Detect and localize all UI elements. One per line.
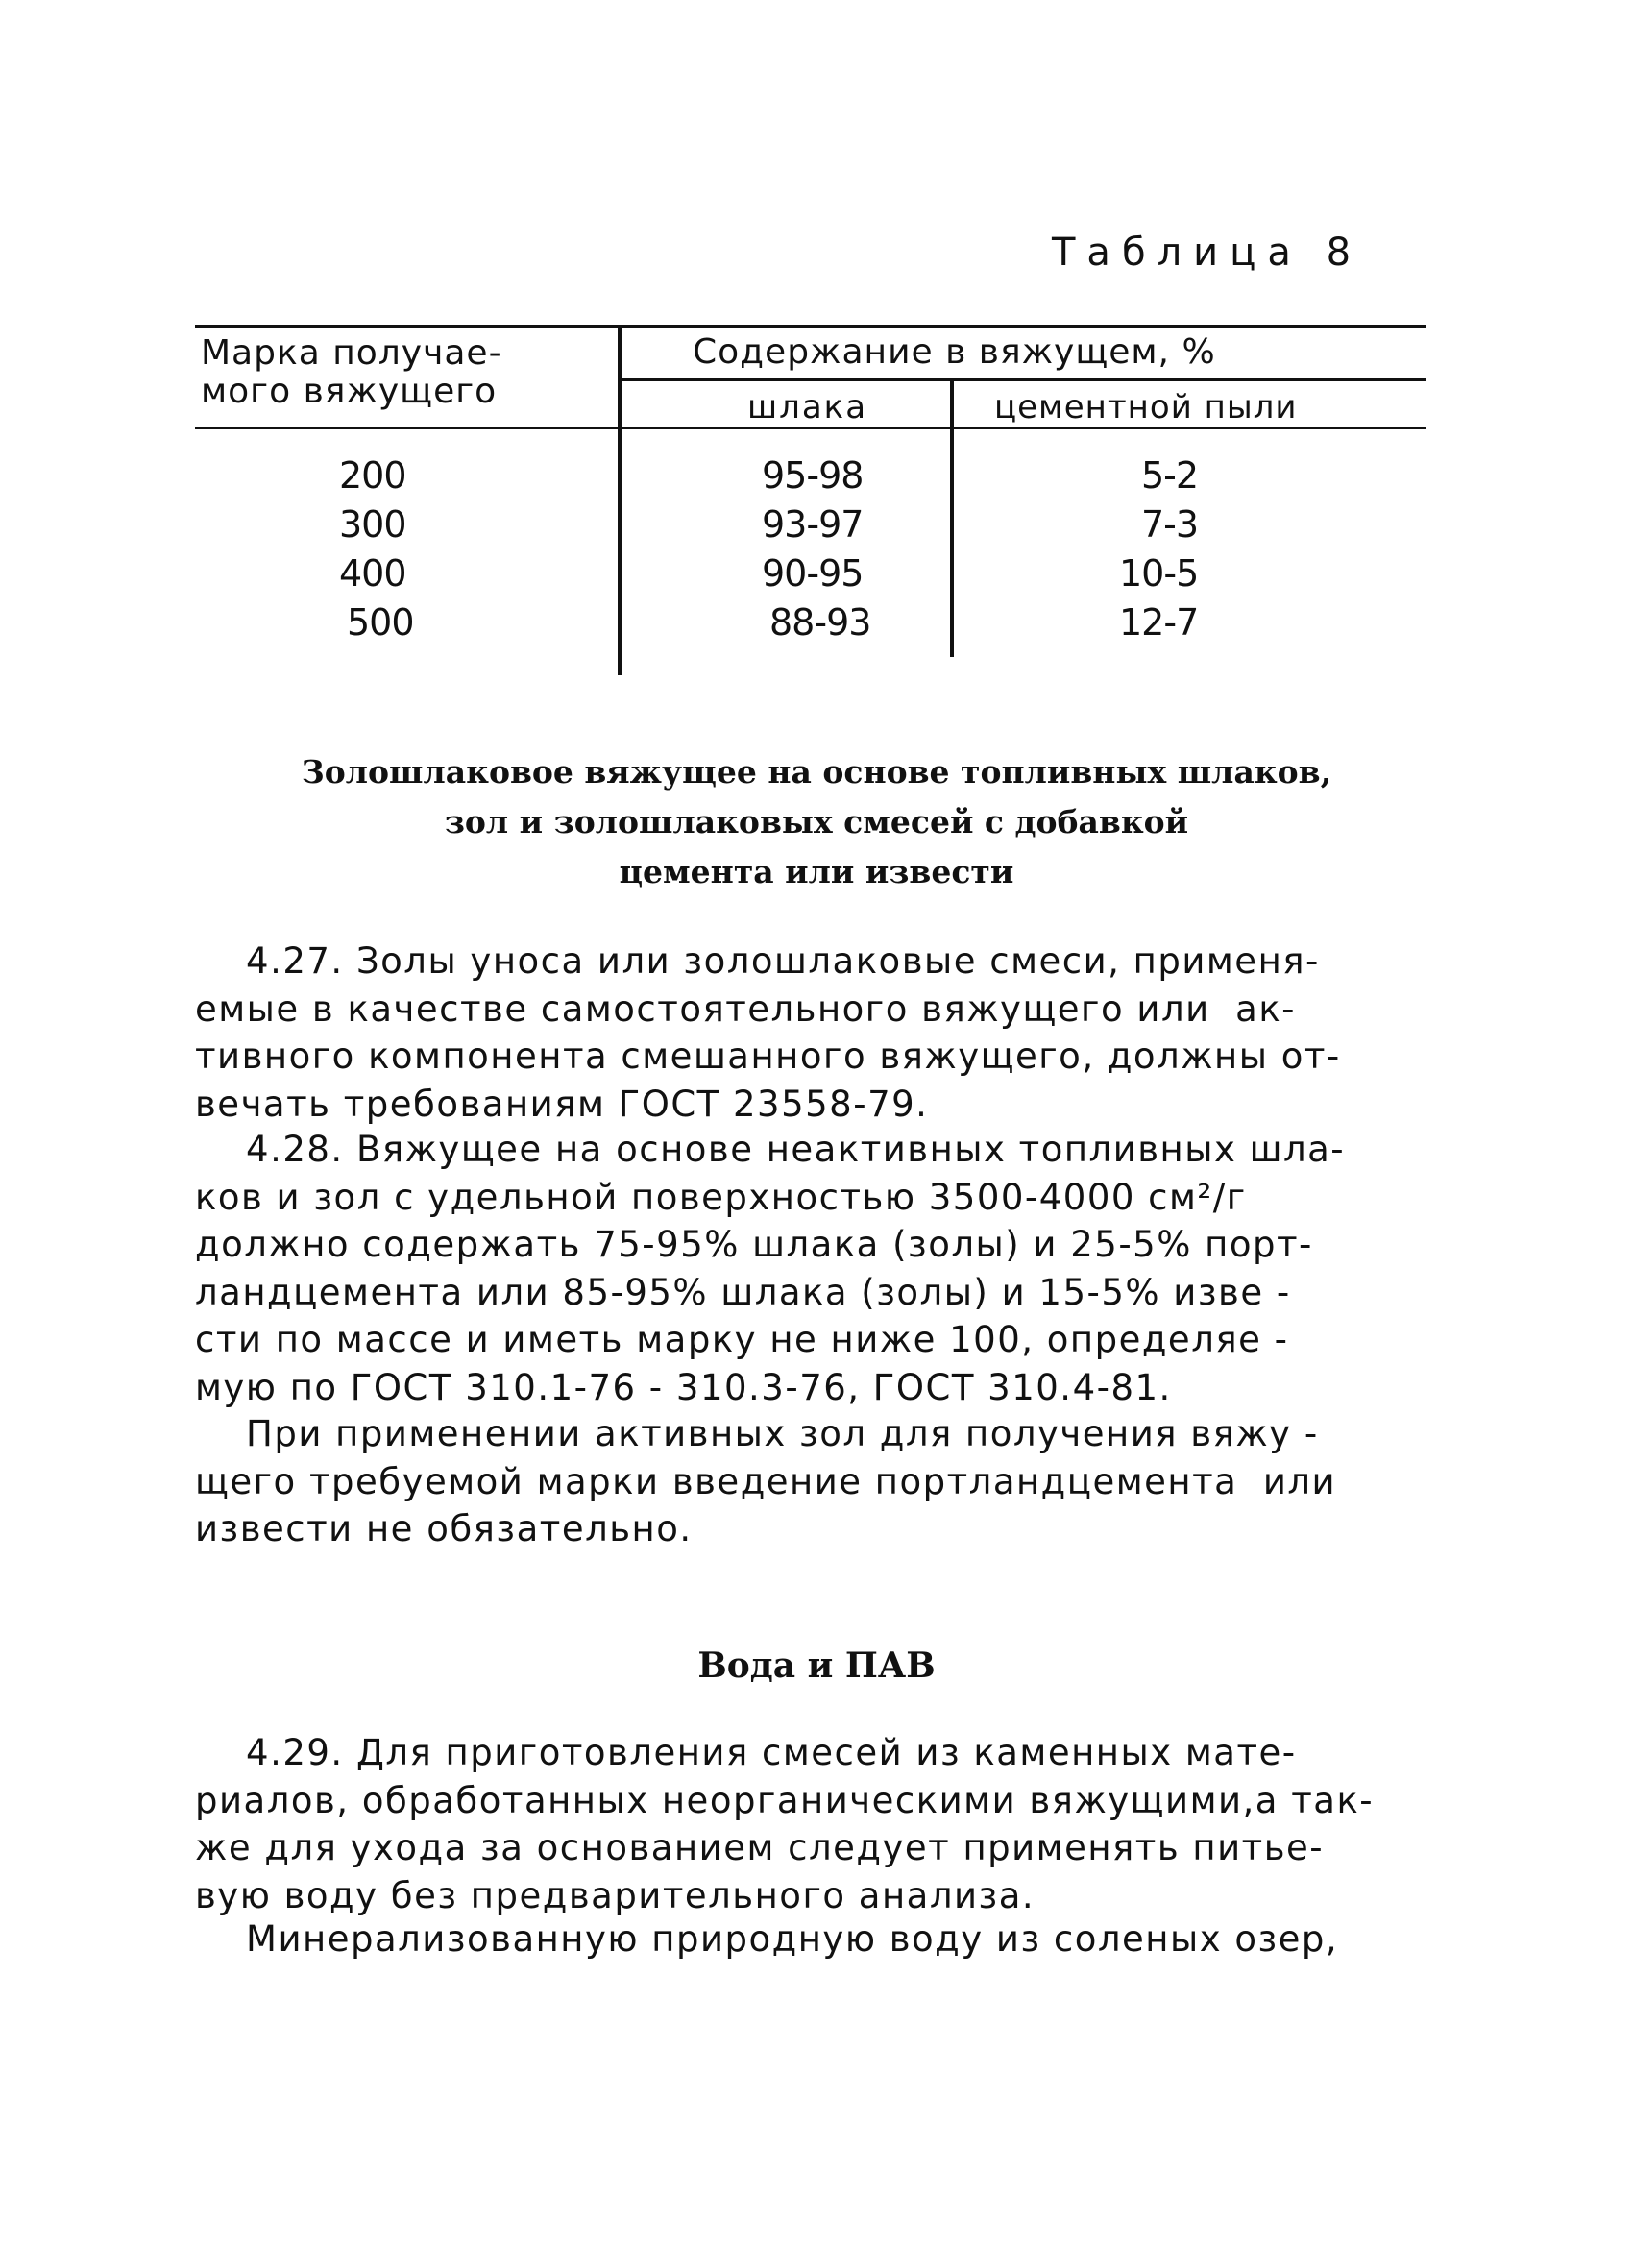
paragraph-active-ash-note: При применении активных зол для получения вяжу - щего требуемой марки введение портландцемента или извести не обязательно. [195, 1413, 1337, 1549]
header-slag: шлака [747, 388, 868, 427]
table-caption: Таблица 8 [1052, 231, 1363, 275]
table-column-rule-1 [618, 325, 622, 675]
paragraph-4-28: 4.28. Вяжущее на основе неактивных топливных шла- ков и зол с удельной поверхностью 3500-4000 см²/г должно содержать 75-95% шлака (золы) и 25-5% порт- ландцемента или 85-95% шлака (золы) и 15-5% изве - сти по массе и иметь марку не ниже 100, определяе - мую по ГОСТ 310.1-76 - 310.3-76, ГОСТ 310.4-81. [195, 1129, 1346, 1408]
section-heading-line2: зол и золошлаковых смесей с добавкой [444, 803, 1189, 841]
row-1-slag: 95-98 [762, 454, 864, 497]
table-top-rule [195, 325, 1426, 328]
table-subheader-rule [622, 378, 1426, 381]
paragraph-4-27: 4.27. Золы уноса или золошлаковые смеси, применя- емые в качестве самостоятельного вяжущего или ак- тивного компонента смешанного вяжущего, должны от- вечать требованиям ГОСТ 23558-79. [195, 940, 1341, 1125]
row-4-slag: 88-93 [769, 601, 871, 644]
row-3-dust: 10-5 [1119, 552, 1199, 595]
section-heading-line3: цемента или извести [619, 853, 1014, 890]
table-column-rule-2 [950, 378, 954, 657]
row-3-mark: 400 [339, 552, 406, 595]
section-heading-ash-slag-binder [0, 747, 1633, 897]
row-1-mark: 200 [339, 454, 406, 497]
row-3-slag: 90-95 [762, 552, 864, 595]
header-mark [201, 334, 502, 411]
header-content: Содержание в вяжущем, % [693, 332, 1216, 372]
table-8 [195, 325, 1426, 675]
header-dust: цементной пыли [994, 388, 1298, 427]
row-1-dust: 5-2 [1141, 454, 1199, 497]
paragraph-mineralized-water: Минерализованную природную воду из соленых озер, [195, 1918, 1339, 1960]
paragraph-4-29: 4.29. Для приготовления смесей из каменных мате- риалов, обработанных неорганическими вяжущими,а так- же для ухода за основанием следует применять питье- вую воду без предварительного анализа. [195, 1732, 1375, 1916]
row-2-slag: 93-97 [762, 503, 864, 546]
section-heading-line1: Золошлаковое вяжущее на основе топливных шлаков, [301, 753, 1332, 791]
row-2-mark: 300 [339, 503, 406, 546]
section-heading-water: Вода и ПАВ [697, 1646, 936, 1686]
row-2-dust: 7-3 [1141, 503, 1199, 546]
header-mark-line2: мого вяжущего [201, 372, 498, 411]
table-header-bottom-rule [195, 427, 1426, 429]
row-4-dust: 12-7 [1119, 601, 1199, 644]
header-mark-line1: Марка получае- [201, 333, 502, 373]
row-4-mark: 500 [347, 601, 414, 644]
